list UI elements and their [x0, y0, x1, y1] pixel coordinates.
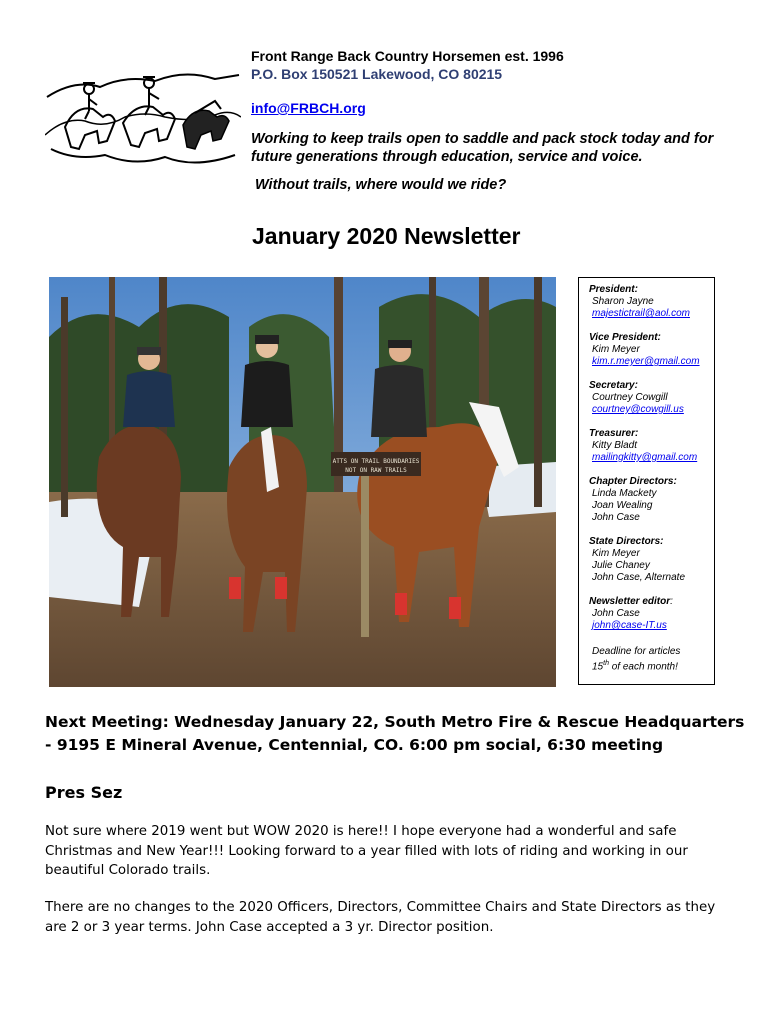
officer-name: Kim Meyer — [592, 344, 640, 355]
officers-sidebar — [578, 277, 715, 685]
pres-sez-paragraph: Not sure where 2019 went but WOW 2020 is here!! I hope everyone had a wonderful and safe Christmas and New Year!!! Looking forward to a year filled with lots of riding and working in our beautiful Colorado trails. — [45, 824, 688, 878]
officer-name: Courtney Cowgill — [592, 392, 668, 403]
officer-treasurer — [589, 428, 710, 464]
officer-name: Kitty Bladt — [592, 440, 638, 451]
officer-email-link[interactable]: kim.r.meyer@gmail.com — [592, 356, 700, 367]
masthead — [251, 47, 731, 194]
chapter-directors — [589, 476, 710, 524]
director-name: Joan Wealing — [592, 500, 653, 511]
editor-email-link[interactable]: john@case-IT.us — [592, 620, 667, 631]
officer-president — [589, 284, 710, 320]
org-address: P.O. Box 150521 Lakewood, CO 80215 — [251, 66, 503, 82]
deadline-suffix: th — [603, 660, 609, 667]
role-label: Secretary: — [589, 380, 638, 391]
deadline-rest: of each month! — [608, 661, 678, 673]
newsletter-editor: Newsletter editor: John Case john@case-IT.us Deadline for articles 15th of each month! — [589, 596, 710, 673]
officer-email-link[interactable]: courtney@cowgill.us — [592, 404, 684, 415]
editor-name: John Case — [592, 608, 640, 619]
deadline-day: 15 — [592, 661, 604, 673]
role-label: Treasurer: — [589, 428, 639, 439]
officer-email-link[interactable]: mailingkitty@gmail.com — [592, 452, 698, 463]
director-name: Linda Mackety — [592, 488, 657, 499]
trail-sign-line1: ATTS ON TRAIL BOUNDARIES — [332, 458, 420, 465]
riders-photo — [49, 277, 556, 687]
pres-sez-heading: Pres Sez — [45, 783, 123, 802]
tagline: Without trails, where would we ride? — [255, 177, 507, 193]
pres-sez-paragraph: There are no changes to the 2020 Officers, Directors, Committee Chairs and State Directors as they are 2 or 3 year terms. John Case accepted a 3 yr. Director position. — [45, 900, 716, 935]
mission-statement: Working to keep trails open to saddle and pack stock today and for future generations through education, service and voice. — [251, 131, 714, 165]
role-label: Chapter Directors: — [589, 476, 677, 487]
role-label: President: — [589, 284, 638, 295]
horsemen-logo — [45, 57, 241, 175]
newsletter-title: January 2020 Newsletter — [252, 223, 521, 249]
meeting-line2: - 9195 E Mineral Avenue, Centennial, CO. 6:00 pm social, 6:30 meeting — [45, 736, 664, 754]
next-meeting — [45, 711, 745, 757]
org-name: Front Range Back Country Horsemen est. 1996 — [251, 48, 564, 64]
role-label: Newsletter editor — [589, 596, 671, 607]
director-name: Julie Chaney — [592, 560, 650, 571]
officer-vice-president — [589, 332, 710, 368]
officer-secretary — [589, 380, 710, 416]
org-email-link[interactable]: info@FRBCH.org — [251, 100, 366, 116]
meeting-line1: Next Meeting: Wednesday January 22, South Metro Fire & Rescue Headquarters — [45, 713, 745, 731]
officer-email-link[interactable]: majestictrail@aol.com — [592, 308, 690, 319]
role-label: State Directors: — [589, 536, 664, 547]
article-deadline — [589, 646, 710, 673]
trail-sign-line2: NOT ON RAW TRAILS — [345, 467, 407, 474]
state-directors — [589, 536, 710, 584]
director-name: Kim Meyer — [592, 548, 640, 559]
director-name: John Case — [592, 512, 640, 523]
role-label: Vice President: — [589, 332, 661, 343]
director-name: John Case, Alternate — [592, 572, 686, 583]
officer-name: Sharon Jayne — [592, 296, 654, 307]
deadline-line1: Deadline for articles — [592, 646, 681, 657]
